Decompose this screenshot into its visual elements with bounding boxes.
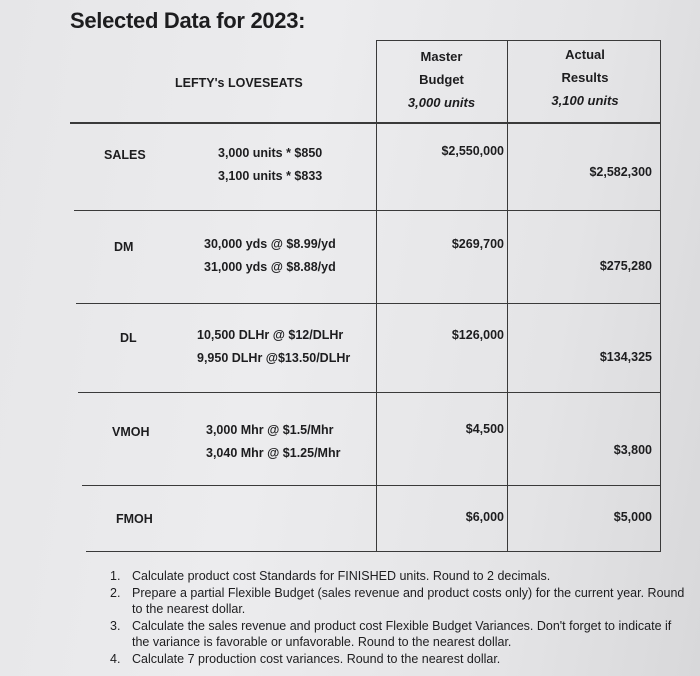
dm-actual-value: $275,280 bbox=[599, 259, 652, 273]
fmoh-actual-value: $5,000 bbox=[613, 510, 652, 524]
dl-master-value: $126,000 bbox=[451, 328, 504, 342]
instruction-item: Calculate 7 production cost variances. Round to the nearest dollar. bbox=[132, 651, 501, 666]
table-bottom-border bbox=[86, 551, 661, 552]
row-label-fmoh: FMOH bbox=[116, 512, 153, 526]
row-label-vmoh: VMOH bbox=[112, 425, 150, 439]
header-divider bbox=[70, 122, 661, 124]
fmoh-master-value: $6,000 bbox=[465, 510, 504, 524]
instruction-item: Calculate product cost Standards for FINISHED units. Round to 2 decimals. bbox=[132, 569, 551, 583]
dl-actual-value: $134,325 bbox=[599, 350, 652, 364]
instruction-item: Prepare a partial Flexible Budget (sales revenue and product costs only) for the current year. Round to the nearest dollar. bbox=[132, 585, 685, 616]
row-divider bbox=[76, 303, 661, 304]
master-budget-header: Master Budget 3,000 units bbox=[407, 49, 476, 110]
instructions-list bbox=[104, 568, 692, 667]
actual-results-header: Actual Results 3,100 units bbox=[551, 47, 619, 108]
dm-master-value: $269,700 bbox=[451, 237, 504, 251]
vmoh-master-value: $4,500 bbox=[465, 422, 504, 436]
row-label-dm: DM bbox=[114, 240, 134, 254]
vmoh-detail: 3,000 Mhr @ $1.5/Mhr 3,040 Mhr @ $1.25/Mhr bbox=[206, 423, 341, 460]
row-divider bbox=[82, 485, 661, 486]
table-top-border bbox=[376, 40, 661, 41]
column-divider bbox=[507, 40, 508, 552]
row-label-dl: DL bbox=[120, 331, 137, 345]
column-divider bbox=[376, 40, 377, 552]
dl-detail: 10,500 DLHr @ $12/DLHr 9,950 DLHr @$13.50/DLHr bbox=[197, 328, 351, 365]
instruction-item: Calculate the sales revenue and product cost Flexible Budget Variances. Don't forget to indicate if the variance is favorable or unfavorable. Round to the nearest dollar. bbox=[132, 618, 672, 649]
sales-detail: 3,000 units * $850 3,100 units * $833 bbox=[218, 146, 323, 183]
company-name: LEFTY's LOVESEATS bbox=[175, 76, 303, 90]
dm-detail: 30,000 yds @ $8.99/yd 31,000 yds @ $8.88/yd bbox=[204, 237, 336, 274]
sales-actual-value: $2,582,300 bbox=[589, 165, 652, 179]
row-label-sales: SALES bbox=[104, 148, 146, 162]
vmoh-actual-value: $3,800 bbox=[613, 443, 652, 457]
row-divider bbox=[78, 392, 661, 393]
sales-master-value: $2,550,000 bbox=[441, 144, 504, 158]
table-right-border bbox=[660, 40, 661, 552]
row-divider bbox=[74, 210, 661, 211]
page-title: Selected Data for 2023: bbox=[70, 8, 306, 33]
